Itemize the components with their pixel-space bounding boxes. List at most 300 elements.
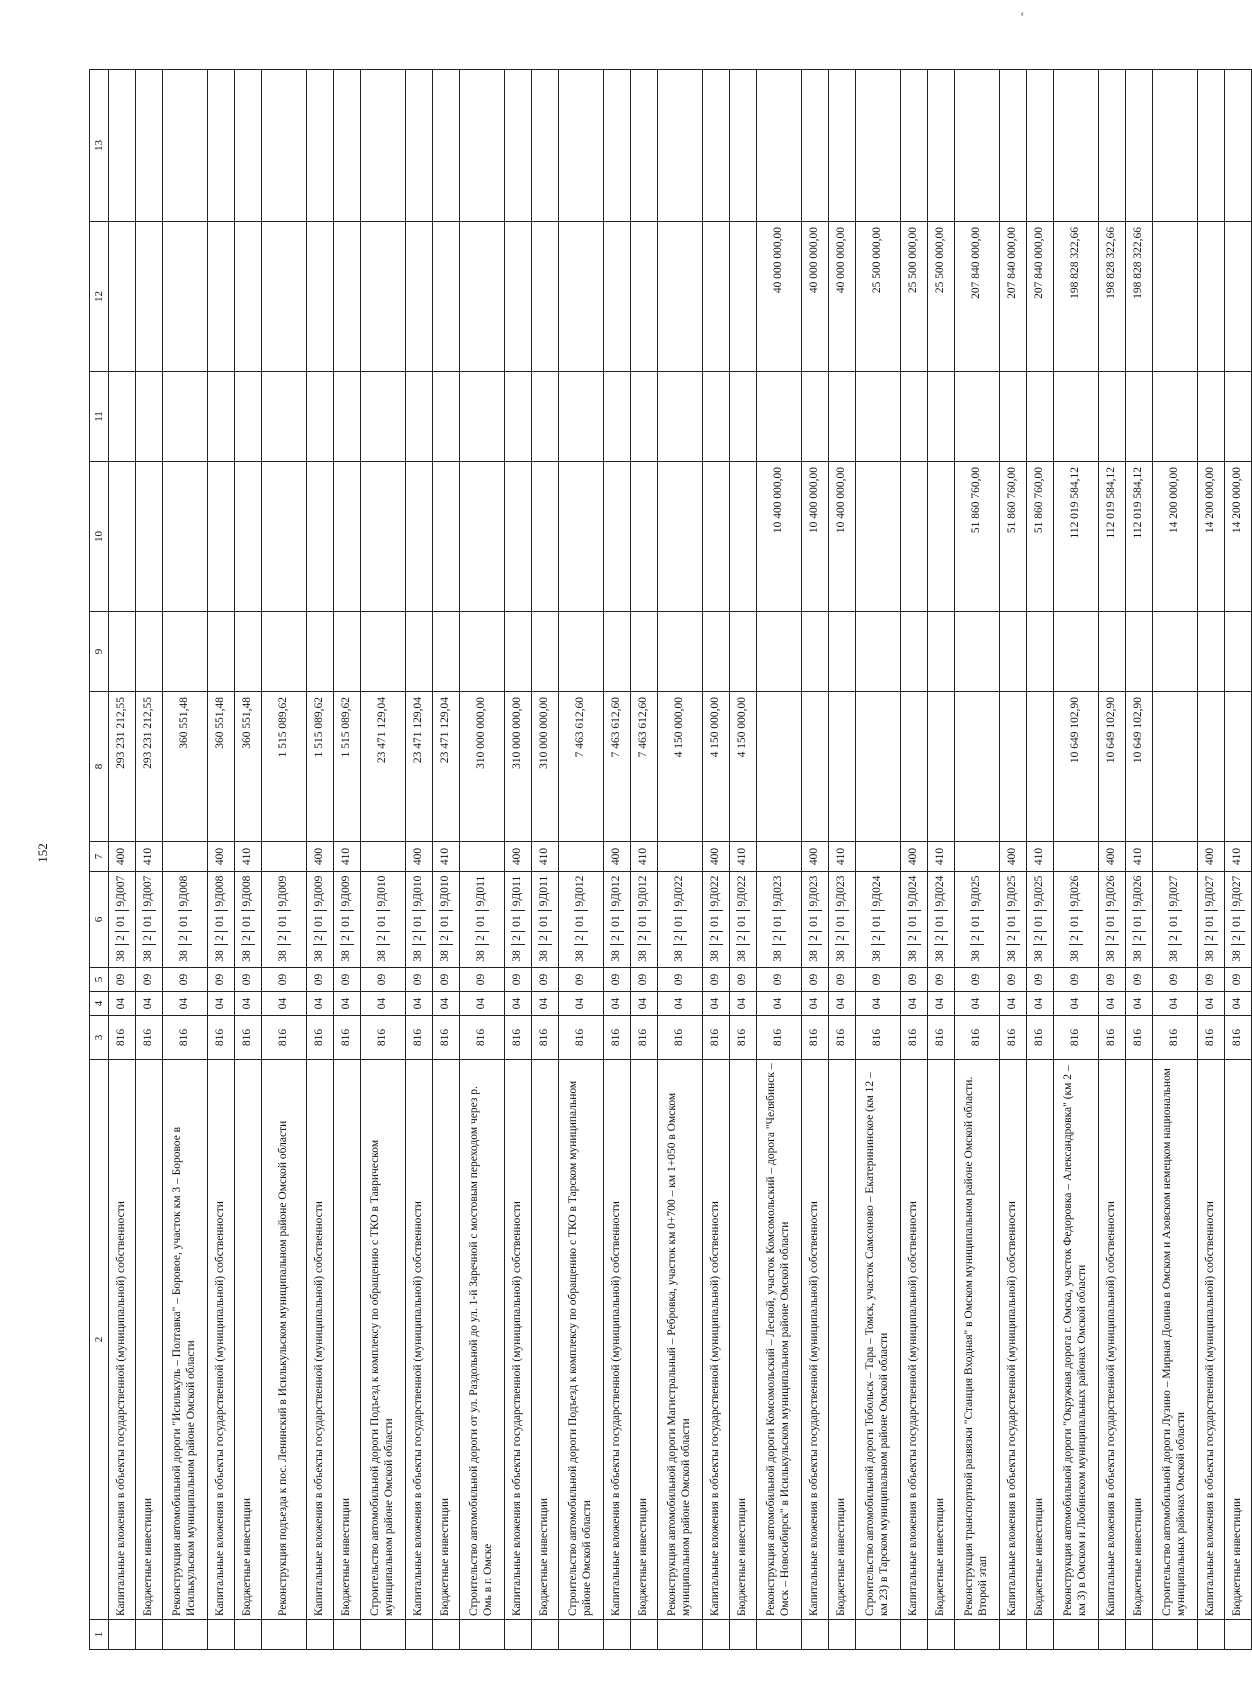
row-name: Строительство автомобильной дороги Подъезд к комплексу по обращению с ТКО в Тарском муниципальном районе Омской области [559,1060,604,1620]
col-7-expense-type: 410 [1126,842,1153,872]
target-code-parts [109,872,135,967]
column-number-row [90,70,109,1650]
row-name: Бюджетные инвестиции [1225,1060,1252,1620]
target-code-p2: 2 [142,931,156,944]
col-12-amount: 207 840 000,00 [1000,222,1027,372]
col-12-amount [532,222,559,372]
col-11-amount [604,372,631,462]
col-3-code: 816 [829,1016,856,1060]
col-5-code: 09 [505,968,532,992]
col-11-amount [901,372,928,462]
col-3-code: 816 [262,1016,307,1060]
target-code-p2: 2 [214,931,228,944]
table-row [532,70,559,1650]
row-name: Реконструкция автомобильной дороги Комсомольский – Лесной, участок Комсомольский – дорога "Челябинск – Омск – Новосибирск" в Исилькульском муниципальном районе Омской области [757,1060,802,1620]
target-code-p4: 9Д012 [610,875,623,907]
col-12-amount [136,222,163,372]
target-code-p2: 2 [934,931,948,944]
target-code-p3: 01 [1168,910,1182,931]
col-7-expense-type: 410 [1027,842,1054,872]
col-12-amount: 40 000 000,00 [829,222,856,372]
target-code-p4: 9Д023 [835,875,848,907]
col-13-amount [307,70,334,222]
target-code-p1: 38 [538,944,552,967]
col-11-amount [532,372,559,462]
col-7-expense-type: 400 [703,842,730,872]
col-5-code: 09 [361,968,406,992]
target-code-p2: 2 [1168,931,1182,944]
col-11-amount [460,372,505,462]
col-9-amount [109,612,136,692]
col-1-cell [109,1620,136,1650]
col-10-amount [433,462,460,612]
target-code-p2: 2 [277,931,291,944]
col-4-code: 04 [1225,992,1252,1016]
target-code-p2: 2 [835,931,849,944]
target-code-p1: 38 [115,944,129,967]
col-9-amount [235,612,262,692]
col-7-expense-type: 410 [730,842,757,872]
row-name: Капитальные вложения в объекты государственной (муниципальной) собственности [406,1060,433,1620]
scan-artifact-mark: ‘ [1020,10,1025,25]
row-name: Капитальные вложения в объекты государственной (муниципальной) собственности [604,1060,631,1620]
col-5-code: 09 [1054,968,1099,992]
col-5-code: 09 [856,968,901,992]
target-code-p1: 38 [970,944,984,967]
target-code-parts [136,872,162,967]
target-code-p4: 9Д026 [1105,875,1118,907]
col-5-code: 09 [730,968,757,992]
col-13-amount [1198,70,1225,222]
row-name: Бюджетные инвестиции [928,1060,955,1620]
table-row [1126,70,1153,1650]
target-code-p2: 2 [709,931,723,944]
target-code-p3: 01 [340,910,354,931]
col-8-amount [856,692,901,842]
col-3-code: 816 [1153,1016,1198,1060]
col-11-amount [1225,372,1252,462]
col-9-amount [757,612,802,692]
target-code-p1: 38 [241,944,255,967]
col-1-cell [1054,1620,1099,1650]
col-10-amount [109,462,136,612]
row-name: Бюджетные инвестиции [532,1060,559,1620]
target-code-p3: 01 [610,910,624,931]
col-7-expense-type [559,842,604,872]
target-code-parts [631,872,657,967]
target-code-p2: 2 [574,931,588,944]
row-name: Реконструкция подъезда к пос. Ленинский в Исилькульском муниципальном районе Омской области [262,1060,307,1620]
col-10-amount [208,462,235,612]
row-name: Бюджетные инвестиции [1027,1060,1054,1620]
col-11-amount [730,372,757,462]
col-1-cell [1027,1620,1054,1650]
col-1-cell [361,1620,406,1650]
col-13-amount [901,70,928,222]
col-4-code: 04 [532,992,559,1016]
col-7-expense-type: 410 [631,842,658,872]
col-7-expense-type: 400 [1099,842,1126,872]
col-7-expense-type [262,842,307,872]
target-code-p1: 38 [1105,944,1119,967]
target-code-p4: 9Д025 [1033,875,1046,907]
table-row [361,70,406,1650]
target-code-p3: 01 [1231,910,1245,931]
col-11-amount [334,372,361,462]
col-10-amount: 112 019 584,12 [1054,462,1099,612]
col-3-code: 816 [559,1016,604,1060]
col-10-amount [901,462,928,612]
target-code-p4: 9Д012 [574,875,587,907]
col-13-amount [1126,70,1153,222]
target-code-p4: 9Д027 [1204,875,1217,907]
col-6-target-code [901,872,928,968]
col-9-amount [433,612,460,692]
col-13-amount [604,70,631,222]
col-1-cell [1153,1620,1198,1650]
target-code-p3: 01 [637,910,651,931]
col-6-target-code [955,872,1000,968]
row-name: Капитальные вложения в объекты государственной (муниципальной) собственности [1099,1060,1126,1620]
target-code-p4: 9Д023 [808,875,821,907]
col-8-amount: 360 551,48 [235,692,262,842]
header-cell: 6 [90,872,109,968]
col-10-amount: 10 400 000,00 [829,462,856,612]
col-12-amount: 198 828 322,66 [1126,222,1153,372]
col-4-code: 04 [433,992,460,1016]
row-name: Строительство автомобильной дороги Подъезд к комплексу по обращению с ТКО в Таврическом муниципальном районе Омской области [361,1060,406,1620]
table-row [136,70,163,1650]
table-row [559,70,604,1650]
col-5-code: 09 [532,968,559,992]
col-10-amount [262,462,307,612]
col-9-amount [136,612,163,692]
target-code-parts [1099,872,1125,967]
row-name: Капитальные вложения в объекты государственной (муниципальной) собственности [505,1060,532,1620]
target-code-parts [928,872,954,967]
col-1-cell [1000,1620,1027,1650]
header-cell: 7 [90,842,109,872]
col-1-cell [334,1620,361,1650]
col-5-code: 09 [1126,968,1153,992]
col-7-expense-type [856,842,901,872]
target-code-parts [1000,872,1026,967]
target-code-p1: 38 [511,944,525,967]
row-name: Строительство автомобильной дороги Лузино – Мирная Долина в Омском и Азовском немецком национальном муниципальных районах Омской области [1153,1060,1198,1620]
col-1-cell [505,1620,532,1650]
target-code-p2: 2 [439,931,453,944]
col-3-code: 816 [757,1016,802,1060]
col-9-amount [1054,612,1099,692]
col-1-cell [1126,1620,1153,1650]
col-12-amount [658,222,703,372]
col-11-amount [361,372,406,462]
target-code-p3: 01 [574,910,588,931]
col-6-target-code [262,872,307,968]
col-11-amount [559,372,604,462]
col-4-code: 04 [856,992,901,1016]
target-code-p2: 2 [538,931,552,944]
col-11-amount [505,372,532,462]
col-4-code: 04 [109,992,136,1016]
target-code-p4: 9Д025 [970,875,983,907]
col-8-amount [928,692,955,842]
col-3-code: 816 [658,1016,703,1060]
row-name: Капитальные вложения в объекты государственной (муниципальной) собственности [208,1060,235,1620]
col-4-code: 04 [307,992,334,1016]
col-4-code: 04 [1027,992,1054,1016]
target-code-p3: 01 [1132,910,1146,931]
col-7-expense-type [658,842,703,872]
col-1-cell [631,1620,658,1650]
col-9-amount [955,612,1000,692]
target-code-parts [406,872,432,967]
col-9-amount [262,612,307,692]
target-code-p3: 01 [178,910,192,931]
col-12-amount [1153,222,1198,372]
col-6-target-code [460,872,505,968]
col-7-expense-type: 400 [1000,842,1027,872]
target-code-p4: 9Д008 [241,875,254,907]
col-11-amount [1198,372,1225,462]
target-code-p4: 9Д024 [871,875,884,907]
col-8-amount: 360 551,48 [208,692,235,842]
target-code-p4: 9Д027 [1168,875,1181,907]
col-6-target-code [1153,872,1198,968]
target-code-parts [532,872,558,967]
col-8-amount: 310 000 000,00 [505,692,532,842]
target-code-p3: 01 [538,910,552,931]
col-7-expense-type [1054,842,1099,872]
row-name: Капитальные вложения в объекты государственной (муниципальной) собственности [307,1060,334,1620]
row-name: Бюджетные инвестиции [829,1060,856,1620]
table-row [703,70,730,1650]
col-8-amount: 1 515 089,62 [307,692,334,842]
target-code-parts [604,872,630,967]
col-8-amount: 1 515 089,62 [262,692,307,842]
table-row [658,70,703,1650]
col-8-amount [757,692,802,842]
target-code-p3: 01 [835,910,849,931]
col-9-amount [208,612,235,692]
col-12-amount [406,222,433,372]
col-6-target-code [361,872,406,968]
target-code-p1: 38 [142,944,156,967]
col-3-code: 816 [1225,1016,1252,1060]
target-code-p2: 2 [637,931,651,944]
table-row [730,70,757,1650]
col-9-amount [559,612,604,692]
col-11-amount [235,372,262,462]
col-1-cell [532,1620,559,1650]
col-11-amount [829,372,856,462]
col-4-code: 04 [1000,992,1027,1016]
target-code-p4: 9Д011 [511,875,524,907]
col-7-expense-type [460,842,505,872]
target-code-p3: 01 [907,910,921,931]
col-8-amount [1225,692,1252,842]
target-code-p1: 38 [313,944,327,967]
col-6-target-code [235,872,262,968]
target-code-p2: 2 [412,931,426,944]
col-6-target-code [928,872,955,968]
col-12-amount [235,222,262,372]
col-1-cell [829,1620,856,1650]
target-code-p4: 9Д022 [709,875,722,907]
col-5-code: 09 [406,968,433,992]
col-6-target-code [208,872,235,968]
target-code-p2: 2 [340,931,354,944]
target-code-p2: 2 [736,931,750,944]
col-9-amount [307,612,334,692]
target-code-p1: 38 [376,944,390,967]
col-4-code: 04 [802,992,829,1016]
target-code-p1: 38 [412,944,426,967]
col-3-code: 816 [433,1016,460,1060]
col-7-expense-type [757,842,802,872]
row-name: Бюджетные инвестиции [1126,1060,1153,1620]
col-7-expense-type: 400 [1198,842,1225,872]
col-12-amount: 40 000 000,00 [802,222,829,372]
table-row [1000,70,1027,1650]
col-11-amount [631,372,658,462]
row-name: Реконструкция автомобильной дороги "Исилькуль – Полтавка" – Боровое, участок км 3 – Боровое в Исилькульском муниципальном районе Омской области [163,1060,208,1620]
target-code-p4: 9Д007 [115,875,128,907]
col-4-code: 04 [1153,992,1198,1016]
col-11-amount [208,372,235,462]
col-1-cell [163,1620,208,1650]
col-4-code: 04 [955,992,1000,1016]
col-3-code: 816 [460,1016,505,1060]
col-12-amount: 207 840 000,00 [1027,222,1054,372]
target-code-parts [361,872,405,967]
target-code-p3: 01 [736,910,750,931]
col-6-target-code [1000,872,1027,968]
col-13-amount [208,70,235,222]
header-cell: 4 [90,992,109,1016]
col-4-code: 04 [208,992,235,1016]
col-7-expense-type [955,842,1000,872]
target-code-p3: 01 [934,910,948,931]
row-name: Капитальные вложения в объекты государственной (муниципальной) собственности [802,1060,829,1620]
col-10-amount [406,462,433,612]
target-code-p2: 2 [970,931,984,944]
col-4-code: 04 [829,992,856,1016]
col-13-amount [1099,70,1126,222]
col-5-code: 09 [1027,968,1054,992]
col-11-amount [955,372,1000,462]
col-13-amount [460,70,505,222]
col-8-amount: 23 471 129,04 [406,692,433,842]
col-8-amount: 310 000 000,00 [532,692,559,842]
col-6-target-code [757,872,802,968]
col-7-expense-type: 400 [604,842,631,872]
target-code-p2: 2 [511,931,525,944]
col-9-amount [802,612,829,692]
target-code-p4: 9Д025 [1006,875,1019,907]
col-5-code: 09 [109,968,136,992]
col-10-amount: 14 200 000,00 [1153,462,1198,612]
target-code-p4: 9Д010 [412,875,425,907]
col-5-code: 09 [757,968,802,992]
col-6-target-code [703,872,730,968]
target-code-p3: 01 [475,910,489,931]
target-code-p4: 9Д011 [538,875,551,907]
col-1-cell [1198,1620,1225,1650]
target-code-p2: 2 [871,931,885,944]
target-code-p2: 2 [1069,931,1083,944]
target-code-parts [307,872,333,967]
col-12-amount [631,222,658,372]
col-9-amount [1027,612,1054,692]
col-5-code: 09 [604,968,631,992]
row-name: Бюджетные инвестиции [136,1060,163,1620]
header-cell: 8 [90,692,109,842]
col-13-amount [829,70,856,222]
target-code-p1: 38 [439,944,453,967]
col-12-amount [1225,222,1252,372]
col-3-code: 816 [631,1016,658,1060]
col-10-amount [361,462,406,612]
col-5-code: 09 [802,968,829,992]
col-10-amount [559,462,604,612]
col-12-amount: 25 500 000,00 [901,222,928,372]
table-row [1153,70,1198,1650]
col-5-code: 09 [703,968,730,992]
target-code-parts [460,872,504,967]
col-11-amount [1027,372,1054,462]
table-row [757,70,802,1650]
target-code-parts [856,872,900,967]
col-3-code: 816 [604,1016,631,1060]
target-code-parts [1153,872,1197,967]
col-13-amount [163,70,208,222]
col-5-code: 09 [433,968,460,992]
col-6-target-code [1198,872,1225,968]
col-5-code: 09 [559,968,604,992]
row-name: Капитальные вложения в объекты государственной (муниципальной) собственности [1000,1060,1027,1620]
table-row [1054,70,1099,1650]
target-code-parts [163,872,207,967]
header-cell: 3 [90,1016,109,1060]
target-code-p4: 9Д024 [907,875,920,907]
col-3-code: 816 [532,1016,559,1060]
col-11-amount [163,372,208,462]
target-code-p2: 2 [1231,931,1245,944]
header-cell: 5 [90,968,109,992]
target-code-p1: 38 [1033,944,1047,967]
col-3-code: 816 [928,1016,955,1060]
header-cell: 1 [90,1620,109,1650]
row-name: Бюджетные инвестиции [730,1060,757,1620]
col-1-cell [658,1620,703,1650]
col-4-code: 04 [1099,992,1126,1016]
col-12-amount: 198 828 322,66 [1054,222,1099,372]
target-code-parts [730,872,756,967]
header-cell: 9 [90,612,109,692]
target-code-p4: 9Д027 [1231,875,1244,907]
col-6-target-code [505,872,532,968]
col-3-code: 816 [307,1016,334,1060]
col-4-code: 04 [604,992,631,1016]
col-13-amount [631,70,658,222]
table-row [1198,70,1225,1650]
col-13-amount [1054,70,1099,222]
col-9-amount [505,612,532,692]
col-9-amount [1099,612,1126,692]
col-12-amount [208,222,235,372]
col-6-target-code [433,872,460,968]
